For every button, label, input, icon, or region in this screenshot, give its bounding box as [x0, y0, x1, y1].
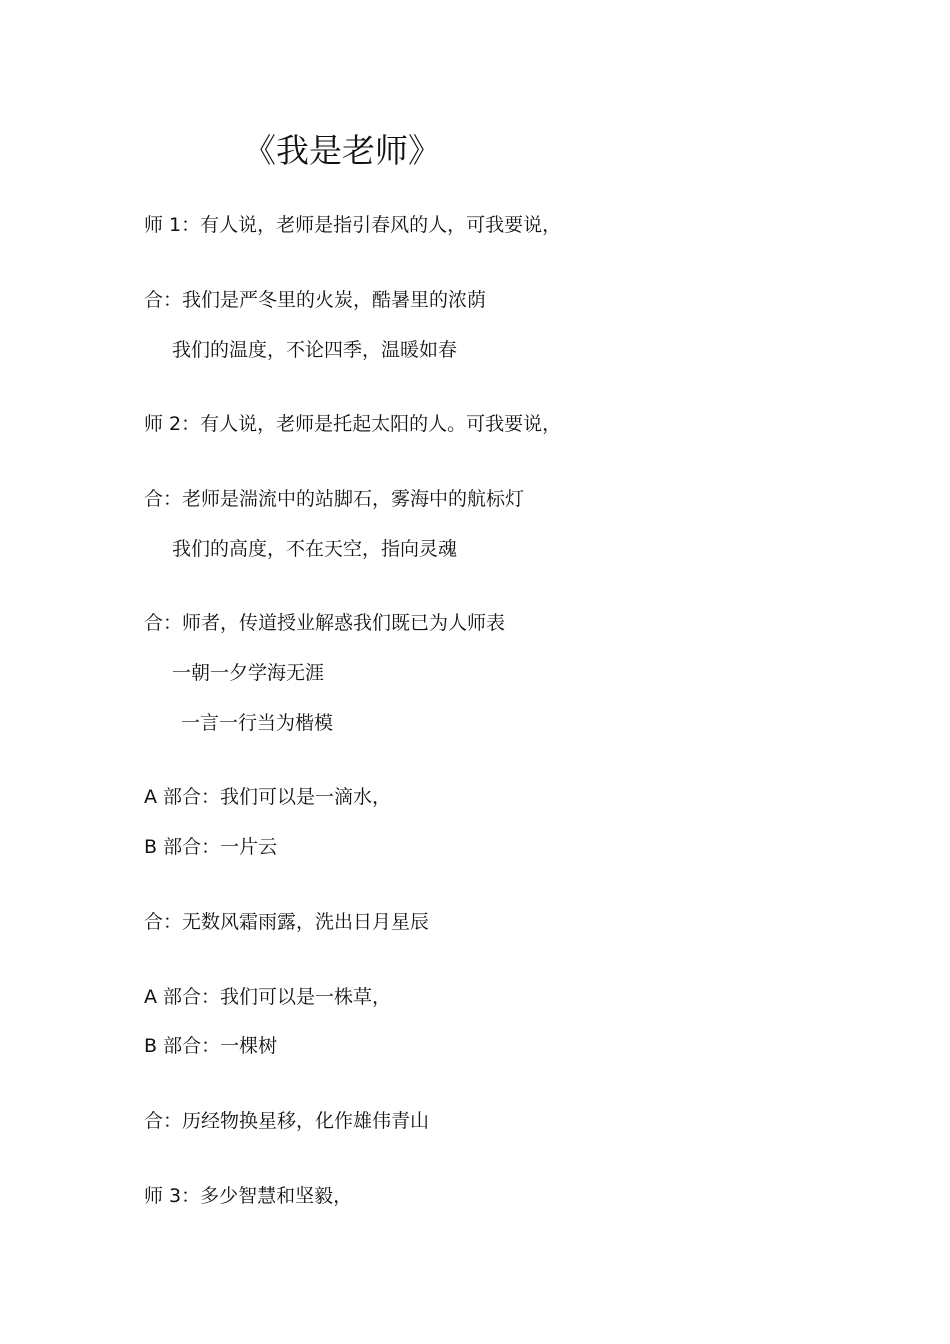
- text-line: 合：无数风霜雨露，洗出日月星辰: [144, 911, 430, 933]
- text-line: A 部合：我们可以是一株草，: [144, 986, 392, 1008]
- text-line: 合：历经物换星移，化作雄伟青山: [144, 1110, 430, 1132]
- text-line: 合：我们是严冬里的火炭，酷暑里的浓荫: [144, 289, 487, 311]
- text-line: 合：老师是湍流中的站脚石，雾海中的航标灯: [144, 488, 525, 510]
- text-line: B 部合：一棵树: [144, 1035, 278, 1057]
- text-line: 一言一行当为楷模: [181, 712, 334, 734]
- text-line: B 部合：一片云: [144, 836, 278, 858]
- text-line: 我们的温度，不论四季，温暖如春: [172, 339, 458, 361]
- text-line: 合：师者，传道授业解惑我们既已为人师表: [144, 612, 506, 634]
- text-line: A 部合：我们可以是一滴水，: [144, 786, 392, 808]
- text-line: 师 1：有人说，老师是指引春风的人，可我要说，: [144, 214, 562, 236]
- text-line: 师 3：多少智慧和坚毅，: [144, 1185, 353, 1207]
- text-line: 一朝一夕学海无涯: [172, 662, 325, 684]
- document-title: 《我是老师》: [243, 131, 441, 170]
- text-line: 我们的高度，不在天空，指向灵魂: [172, 538, 458, 560]
- text-line: 师 2：有人说，老师是托起太阳的人。可我要说，: [144, 413, 562, 435]
